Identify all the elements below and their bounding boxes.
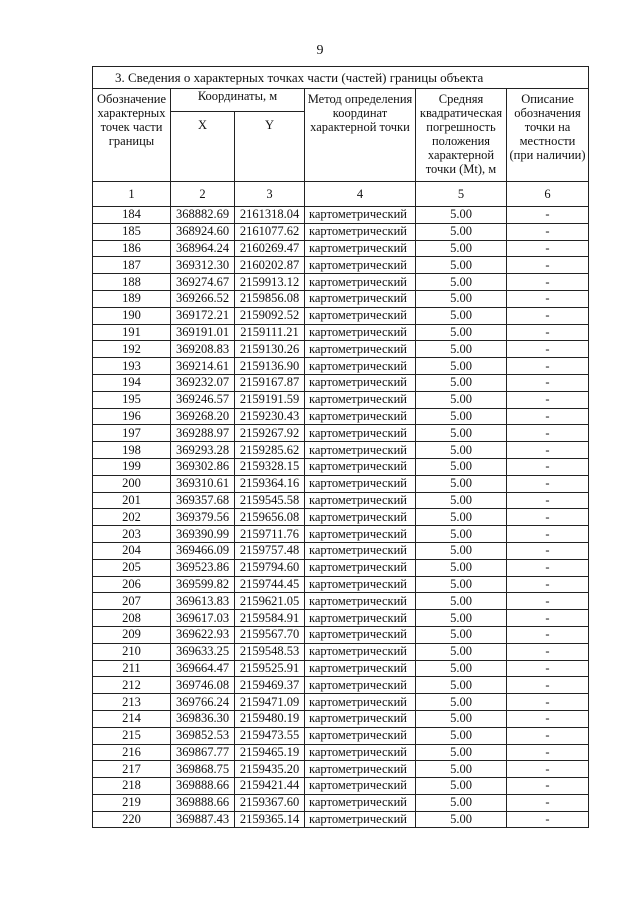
- x-coordinate-cell: 369268.20: [171, 408, 235, 425]
- x-coordinate-cell: 369887.43: [171, 811, 235, 828]
- point-number-cell: 187: [93, 257, 171, 274]
- x-coordinate-cell: 368924.60: [171, 223, 235, 240]
- y-coordinate-cell: 2159465.19: [235, 744, 305, 761]
- y-coordinate-cell: 2159328.15: [235, 458, 305, 475]
- description-cell: -: [507, 794, 589, 811]
- point-number-cell: 190: [93, 307, 171, 324]
- description-cell: -: [507, 358, 589, 375]
- point-number-cell: 184: [93, 207, 171, 224]
- x-coordinate-cell: 369599.82: [171, 576, 235, 593]
- description-cell: -: [507, 694, 589, 711]
- method-cell: картометрический: [305, 509, 416, 526]
- y-coordinate-cell: 2161077.62: [235, 223, 305, 240]
- method-cell: картометрический: [305, 274, 416, 291]
- table-row: [93, 257, 589, 274]
- point-number-cell: 205: [93, 559, 171, 576]
- y-coordinate-cell: 2159111.21: [235, 324, 305, 341]
- description-cell: -: [507, 660, 589, 677]
- error-cell: 5.00: [416, 307, 507, 324]
- table-row: [93, 643, 589, 660]
- error-cell: 5.00: [416, 694, 507, 711]
- method-cell: картометрический: [305, 240, 416, 257]
- y-coordinate-cell: 2159473.55: [235, 727, 305, 744]
- error-cell: 5.00: [416, 207, 507, 224]
- y-coordinate-cell: 2159794.60: [235, 559, 305, 576]
- y-coordinate-cell: 2159471.09: [235, 694, 305, 711]
- description-cell: -: [507, 576, 589, 593]
- table-row: [93, 660, 589, 677]
- x-coordinate-cell: 369302.86: [171, 458, 235, 475]
- error-cell: 5.00: [416, 240, 507, 257]
- table-row: [93, 492, 589, 509]
- error-cell: 5.00: [416, 374, 507, 391]
- y-coordinate-cell: 2159525.91: [235, 660, 305, 677]
- point-number-cell: 191: [93, 324, 171, 341]
- method-cell: картометрический: [305, 374, 416, 391]
- section-title: 3. Сведения о характерных точках части (частей) границы объекта: [93, 67, 589, 89]
- y-coordinate-cell: 2159469.37: [235, 677, 305, 694]
- header-coordinates: Координаты, м: [171, 89, 305, 112]
- description-cell: -: [507, 492, 589, 509]
- y-coordinate-cell: 2159167.87: [235, 374, 305, 391]
- method-cell: картометрический: [305, 744, 416, 761]
- x-coordinate-cell: 369312.30: [171, 257, 235, 274]
- error-cell: 5.00: [416, 778, 507, 795]
- table-row: [93, 526, 589, 543]
- x-coordinate-cell: 369274.67: [171, 274, 235, 291]
- point-number-cell: 212: [93, 677, 171, 694]
- description-cell: -: [507, 425, 589, 442]
- error-cell: 5.00: [416, 794, 507, 811]
- x-coordinate-cell: 369379.56: [171, 509, 235, 526]
- x-coordinate-cell: 369266.52: [171, 290, 235, 307]
- y-coordinate-cell: 2159913.12: [235, 274, 305, 291]
- error-cell: 5.00: [416, 559, 507, 576]
- description-cell: -: [507, 559, 589, 576]
- point-number-cell: 215: [93, 727, 171, 744]
- description-cell: -: [507, 307, 589, 324]
- x-coordinate-cell: 369888.66: [171, 778, 235, 795]
- point-number-cell: 213: [93, 694, 171, 711]
- error-cell: 5.00: [416, 643, 507, 660]
- method-cell: картометрический: [305, 408, 416, 425]
- point-number-cell: 201: [93, 492, 171, 509]
- header-error: Средняя квадратическая погрешность положения характерной точки (Mt), м: [416, 89, 507, 182]
- error-cell: 5.00: [416, 391, 507, 408]
- error-cell: 5.00: [416, 526, 507, 543]
- header-method: Метод определения координат характерной точки: [305, 89, 416, 182]
- point-number-cell: 203: [93, 526, 171, 543]
- error-cell: 5.00: [416, 761, 507, 778]
- description-cell: -: [507, 442, 589, 459]
- x-coordinate-cell: 369852.53: [171, 727, 235, 744]
- method-cell: картометрический: [305, 677, 416, 694]
- x-coordinate-cell: 369664.47: [171, 660, 235, 677]
- x-coordinate-cell: 369888.66: [171, 794, 235, 811]
- error-cell: 5.00: [416, 593, 507, 610]
- header-x: X: [171, 112, 235, 182]
- x-coordinate-cell: 368882.69: [171, 207, 235, 224]
- points-table: [92, 66, 589, 828]
- y-coordinate-cell: 2159230.43: [235, 408, 305, 425]
- error-cell: 5.00: [416, 509, 507, 526]
- point-number-cell: 206: [93, 576, 171, 593]
- method-cell: картометрический: [305, 425, 416, 442]
- error-cell: 5.00: [416, 660, 507, 677]
- description-cell: -: [507, 509, 589, 526]
- error-cell: 5.00: [416, 290, 507, 307]
- column-number: 2: [171, 182, 235, 207]
- x-coordinate-cell: 369232.07: [171, 374, 235, 391]
- y-coordinate-cell: 2161318.04: [235, 207, 305, 224]
- error-cell: 5.00: [416, 458, 507, 475]
- x-coordinate-cell: 369208.83: [171, 341, 235, 358]
- error-cell: 5.00: [416, 442, 507, 459]
- point-number-cell: 210: [93, 643, 171, 660]
- description-cell: -: [507, 391, 589, 408]
- description-cell: -: [507, 626, 589, 643]
- x-coordinate-cell: 369766.24: [171, 694, 235, 711]
- table-row: [93, 475, 589, 492]
- description-cell: -: [507, 761, 589, 778]
- y-coordinate-cell: 2159092.52: [235, 307, 305, 324]
- y-coordinate-cell: 2159435.20: [235, 761, 305, 778]
- x-coordinate-cell: 369214.61: [171, 358, 235, 375]
- method-cell: картометрический: [305, 223, 416, 240]
- description-cell: -: [507, 408, 589, 425]
- description-cell: -: [507, 526, 589, 543]
- method-cell: картометрический: [305, 761, 416, 778]
- table-row: [93, 559, 589, 576]
- error-cell: 5.00: [416, 677, 507, 694]
- column-numbers-row: [93, 182, 589, 207]
- table-row: [93, 710, 589, 727]
- header-description: Описание обозначения точки на местности (при наличии): [507, 89, 589, 182]
- x-coordinate-cell: 369172.21: [171, 307, 235, 324]
- table-row: [93, 761, 589, 778]
- column-number: 4: [305, 182, 416, 207]
- y-coordinate-cell: 2159480.19: [235, 710, 305, 727]
- column-number: 6: [507, 182, 589, 207]
- description-cell: -: [507, 593, 589, 610]
- x-coordinate-cell: 369617.03: [171, 610, 235, 627]
- table-row: [93, 727, 589, 744]
- error-cell: 5.00: [416, 274, 507, 291]
- description-cell: -: [507, 274, 589, 291]
- point-number-cell: 185: [93, 223, 171, 240]
- x-coordinate-cell: 369246.57: [171, 391, 235, 408]
- column-number: 1: [93, 182, 171, 207]
- x-coordinate-cell: 369622.93: [171, 626, 235, 643]
- table-row: [93, 358, 589, 375]
- table-row: [93, 593, 589, 610]
- method-cell: картометрический: [305, 458, 416, 475]
- description-cell: -: [507, 223, 589, 240]
- point-number-cell: 209: [93, 626, 171, 643]
- method-cell: картометрический: [305, 341, 416, 358]
- description-cell: -: [507, 542, 589, 559]
- error-cell: 5.00: [416, 425, 507, 442]
- table-row: [93, 442, 589, 459]
- method-cell: картометрический: [305, 811, 416, 828]
- point-number-cell: 197: [93, 425, 171, 442]
- y-coordinate-cell: 2159285.62: [235, 442, 305, 459]
- error-cell: 5.00: [416, 324, 507, 341]
- y-coordinate-cell: 2159191.59: [235, 391, 305, 408]
- y-coordinate-cell: 2159744.45: [235, 576, 305, 593]
- method-cell: картометрический: [305, 559, 416, 576]
- error-cell: 5.00: [416, 341, 507, 358]
- error-cell: 5.00: [416, 576, 507, 593]
- table-row: [93, 324, 589, 341]
- table-row: [93, 458, 589, 475]
- point-number-cell: 220: [93, 811, 171, 828]
- error-cell: 5.00: [416, 727, 507, 744]
- point-number-cell: 196: [93, 408, 171, 425]
- table-row: [93, 811, 589, 828]
- point-number-cell: 200: [93, 475, 171, 492]
- description-cell: -: [507, 240, 589, 257]
- table-row: [93, 744, 589, 761]
- method-cell: картометрический: [305, 626, 416, 643]
- x-coordinate-cell: 369867.77: [171, 744, 235, 761]
- description-cell: -: [507, 341, 589, 358]
- y-coordinate-cell: 2159545.58: [235, 492, 305, 509]
- x-coordinate-cell: 369746.08: [171, 677, 235, 694]
- point-number-cell: 202: [93, 509, 171, 526]
- point-number-cell: 195: [93, 391, 171, 408]
- error-cell: 5.00: [416, 610, 507, 627]
- description-cell: -: [507, 677, 589, 694]
- y-coordinate-cell: 2159548.53: [235, 643, 305, 660]
- x-coordinate-cell: 369390.99: [171, 526, 235, 543]
- point-number-cell: 211: [93, 660, 171, 677]
- y-coordinate-cell: 2159130.26: [235, 341, 305, 358]
- method-cell: картометрический: [305, 542, 416, 559]
- method-cell: картометрический: [305, 694, 416, 711]
- point-number-cell: 216: [93, 744, 171, 761]
- y-coordinate-cell: 2159367.60: [235, 794, 305, 811]
- method-cell: картометрический: [305, 643, 416, 660]
- table-row: [93, 223, 589, 240]
- y-coordinate-cell: 2159267.92: [235, 425, 305, 442]
- table-row: [93, 374, 589, 391]
- header-designation: Обозначение характерных точек части границы: [93, 89, 171, 182]
- method-cell: картометрический: [305, 290, 416, 307]
- method-cell: картометрический: [305, 307, 416, 324]
- method-cell: картометрический: [305, 324, 416, 341]
- y-coordinate-cell: 2159421.44: [235, 778, 305, 795]
- error-cell: 5.00: [416, 744, 507, 761]
- method-cell: картометрический: [305, 391, 416, 408]
- error-cell: 5.00: [416, 710, 507, 727]
- table-row: [93, 274, 589, 291]
- y-coordinate-cell: 2159711.76: [235, 526, 305, 543]
- error-cell: 5.00: [416, 811, 507, 828]
- error-cell: 5.00: [416, 223, 507, 240]
- table-row: [93, 290, 589, 307]
- column-number: 3: [235, 182, 305, 207]
- y-coordinate-cell: 2159567.70: [235, 626, 305, 643]
- point-number-cell: 218: [93, 778, 171, 795]
- error-cell: 5.00: [416, 542, 507, 559]
- method-cell: картометрический: [305, 727, 416, 744]
- point-number-cell: 198: [93, 442, 171, 459]
- method-cell: картометрический: [305, 442, 416, 459]
- table-row: [93, 408, 589, 425]
- description-cell: -: [507, 458, 589, 475]
- x-coordinate-cell: 369523.86: [171, 559, 235, 576]
- y-coordinate-cell: 2159584.91: [235, 610, 305, 627]
- y-coordinate-cell: 2159621.05: [235, 593, 305, 610]
- table-row: [93, 794, 589, 811]
- description-cell: -: [507, 744, 589, 761]
- x-coordinate-cell: 369357.68: [171, 492, 235, 509]
- x-coordinate-cell: 369633.25: [171, 643, 235, 660]
- error-cell: 5.00: [416, 408, 507, 425]
- description-cell: -: [507, 374, 589, 391]
- method-cell: картометрический: [305, 358, 416, 375]
- method-cell: картометрический: [305, 593, 416, 610]
- error-cell: 5.00: [416, 257, 507, 274]
- x-coordinate-cell: 369466.09: [171, 542, 235, 559]
- table-row: [93, 626, 589, 643]
- method-cell: картометрический: [305, 794, 416, 811]
- description-cell: -: [507, 811, 589, 828]
- x-coordinate-cell: 368964.24: [171, 240, 235, 257]
- method-cell: картометрический: [305, 492, 416, 509]
- y-coordinate-cell: 2159136.90: [235, 358, 305, 375]
- point-number-cell: 189: [93, 290, 171, 307]
- header-y: Y: [235, 112, 305, 182]
- error-cell: 5.00: [416, 492, 507, 509]
- method-cell: картометрический: [305, 526, 416, 543]
- table-row: [93, 341, 589, 358]
- table-row: [93, 307, 589, 324]
- table-row: [93, 425, 589, 442]
- y-coordinate-cell: 2159757.48: [235, 542, 305, 559]
- table-row: [93, 391, 589, 408]
- point-number-cell: 207: [93, 593, 171, 610]
- column-number: 5: [416, 182, 507, 207]
- y-coordinate-cell: 2159656.08: [235, 509, 305, 526]
- x-coordinate-cell: 369288.97: [171, 425, 235, 442]
- description-cell: -: [507, 610, 589, 627]
- y-coordinate-cell: 2160202.87: [235, 257, 305, 274]
- point-number-cell: 193: [93, 358, 171, 375]
- point-number-cell: 186: [93, 240, 171, 257]
- y-coordinate-cell: 2159365.14: [235, 811, 305, 828]
- table-row: [93, 542, 589, 559]
- point-number-cell: 199: [93, 458, 171, 475]
- page-number: 9: [316, 43, 324, 58]
- description-cell: -: [507, 727, 589, 744]
- description-cell: -: [507, 257, 589, 274]
- description-cell: -: [507, 710, 589, 727]
- error-cell: 5.00: [416, 358, 507, 375]
- point-number-cell: 208: [93, 610, 171, 627]
- x-coordinate-cell: 369310.61: [171, 475, 235, 492]
- method-cell: картометрический: [305, 778, 416, 795]
- table-row: [93, 207, 589, 224]
- table-row: [93, 778, 589, 795]
- table-row: [93, 509, 589, 526]
- description-cell: -: [507, 324, 589, 341]
- table-row: [93, 576, 589, 593]
- table-row: [93, 677, 589, 694]
- x-coordinate-cell: 369293.28: [171, 442, 235, 459]
- y-coordinate-cell: 2159856.08: [235, 290, 305, 307]
- method-cell: картометрический: [305, 475, 416, 492]
- x-coordinate-cell: 369613.83: [171, 593, 235, 610]
- x-coordinate-cell: 369868.75: [171, 761, 235, 778]
- description-cell: -: [507, 643, 589, 660]
- error-cell: 5.00: [416, 626, 507, 643]
- point-number-cell: 188: [93, 274, 171, 291]
- point-number-cell: 219: [93, 794, 171, 811]
- description-cell: -: [507, 778, 589, 795]
- table-body: [93, 207, 589, 828]
- x-coordinate-cell: 369836.30: [171, 710, 235, 727]
- description-cell: -: [507, 290, 589, 307]
- method-cell: картометрический: [305, 710, 416, 727]
- point-number-cell: 217: [93, 761, 171, 778]
- method-cell: картометрический: [305, 576, 416, 593]
- y-coordinate-cell: 2160269.47: [235, 240, 305, 257]
- table-row: [93, 240, 589, 257]
- method-cell: картометрический: [305, 610, 416, 627]
- error-cell: 5.00: [416, 475, 507, 492]
- description-cell: -: [507, 475, 589, 492]
- method-cell: картометрический: [305, 257, 416, 274]
- point-number-cell: 214: [93, 710, 171, 727]
- point-number-cell: 204: [93, 542, 171, 559]
- point-number-cell: 192: [93, 341, 171, 358]
- table-row: [93, 610, 589, 627]
- point-number-cell: 194: [93, 374, 171, 391]
- table-row: [93, 694, 589, 711]
- method-cell: картометрический: [305, 207, 416, 224]
- x-coordinate-cell: 369191.01: [171, 324, 235, 341]
- method-cell: картометрический: [305, 660, 416, 677]
- y-coordinate-cell: 2159364.16: [235, 475, 305, 492]
- description-cell: -: [507, 207, 589, 224]
